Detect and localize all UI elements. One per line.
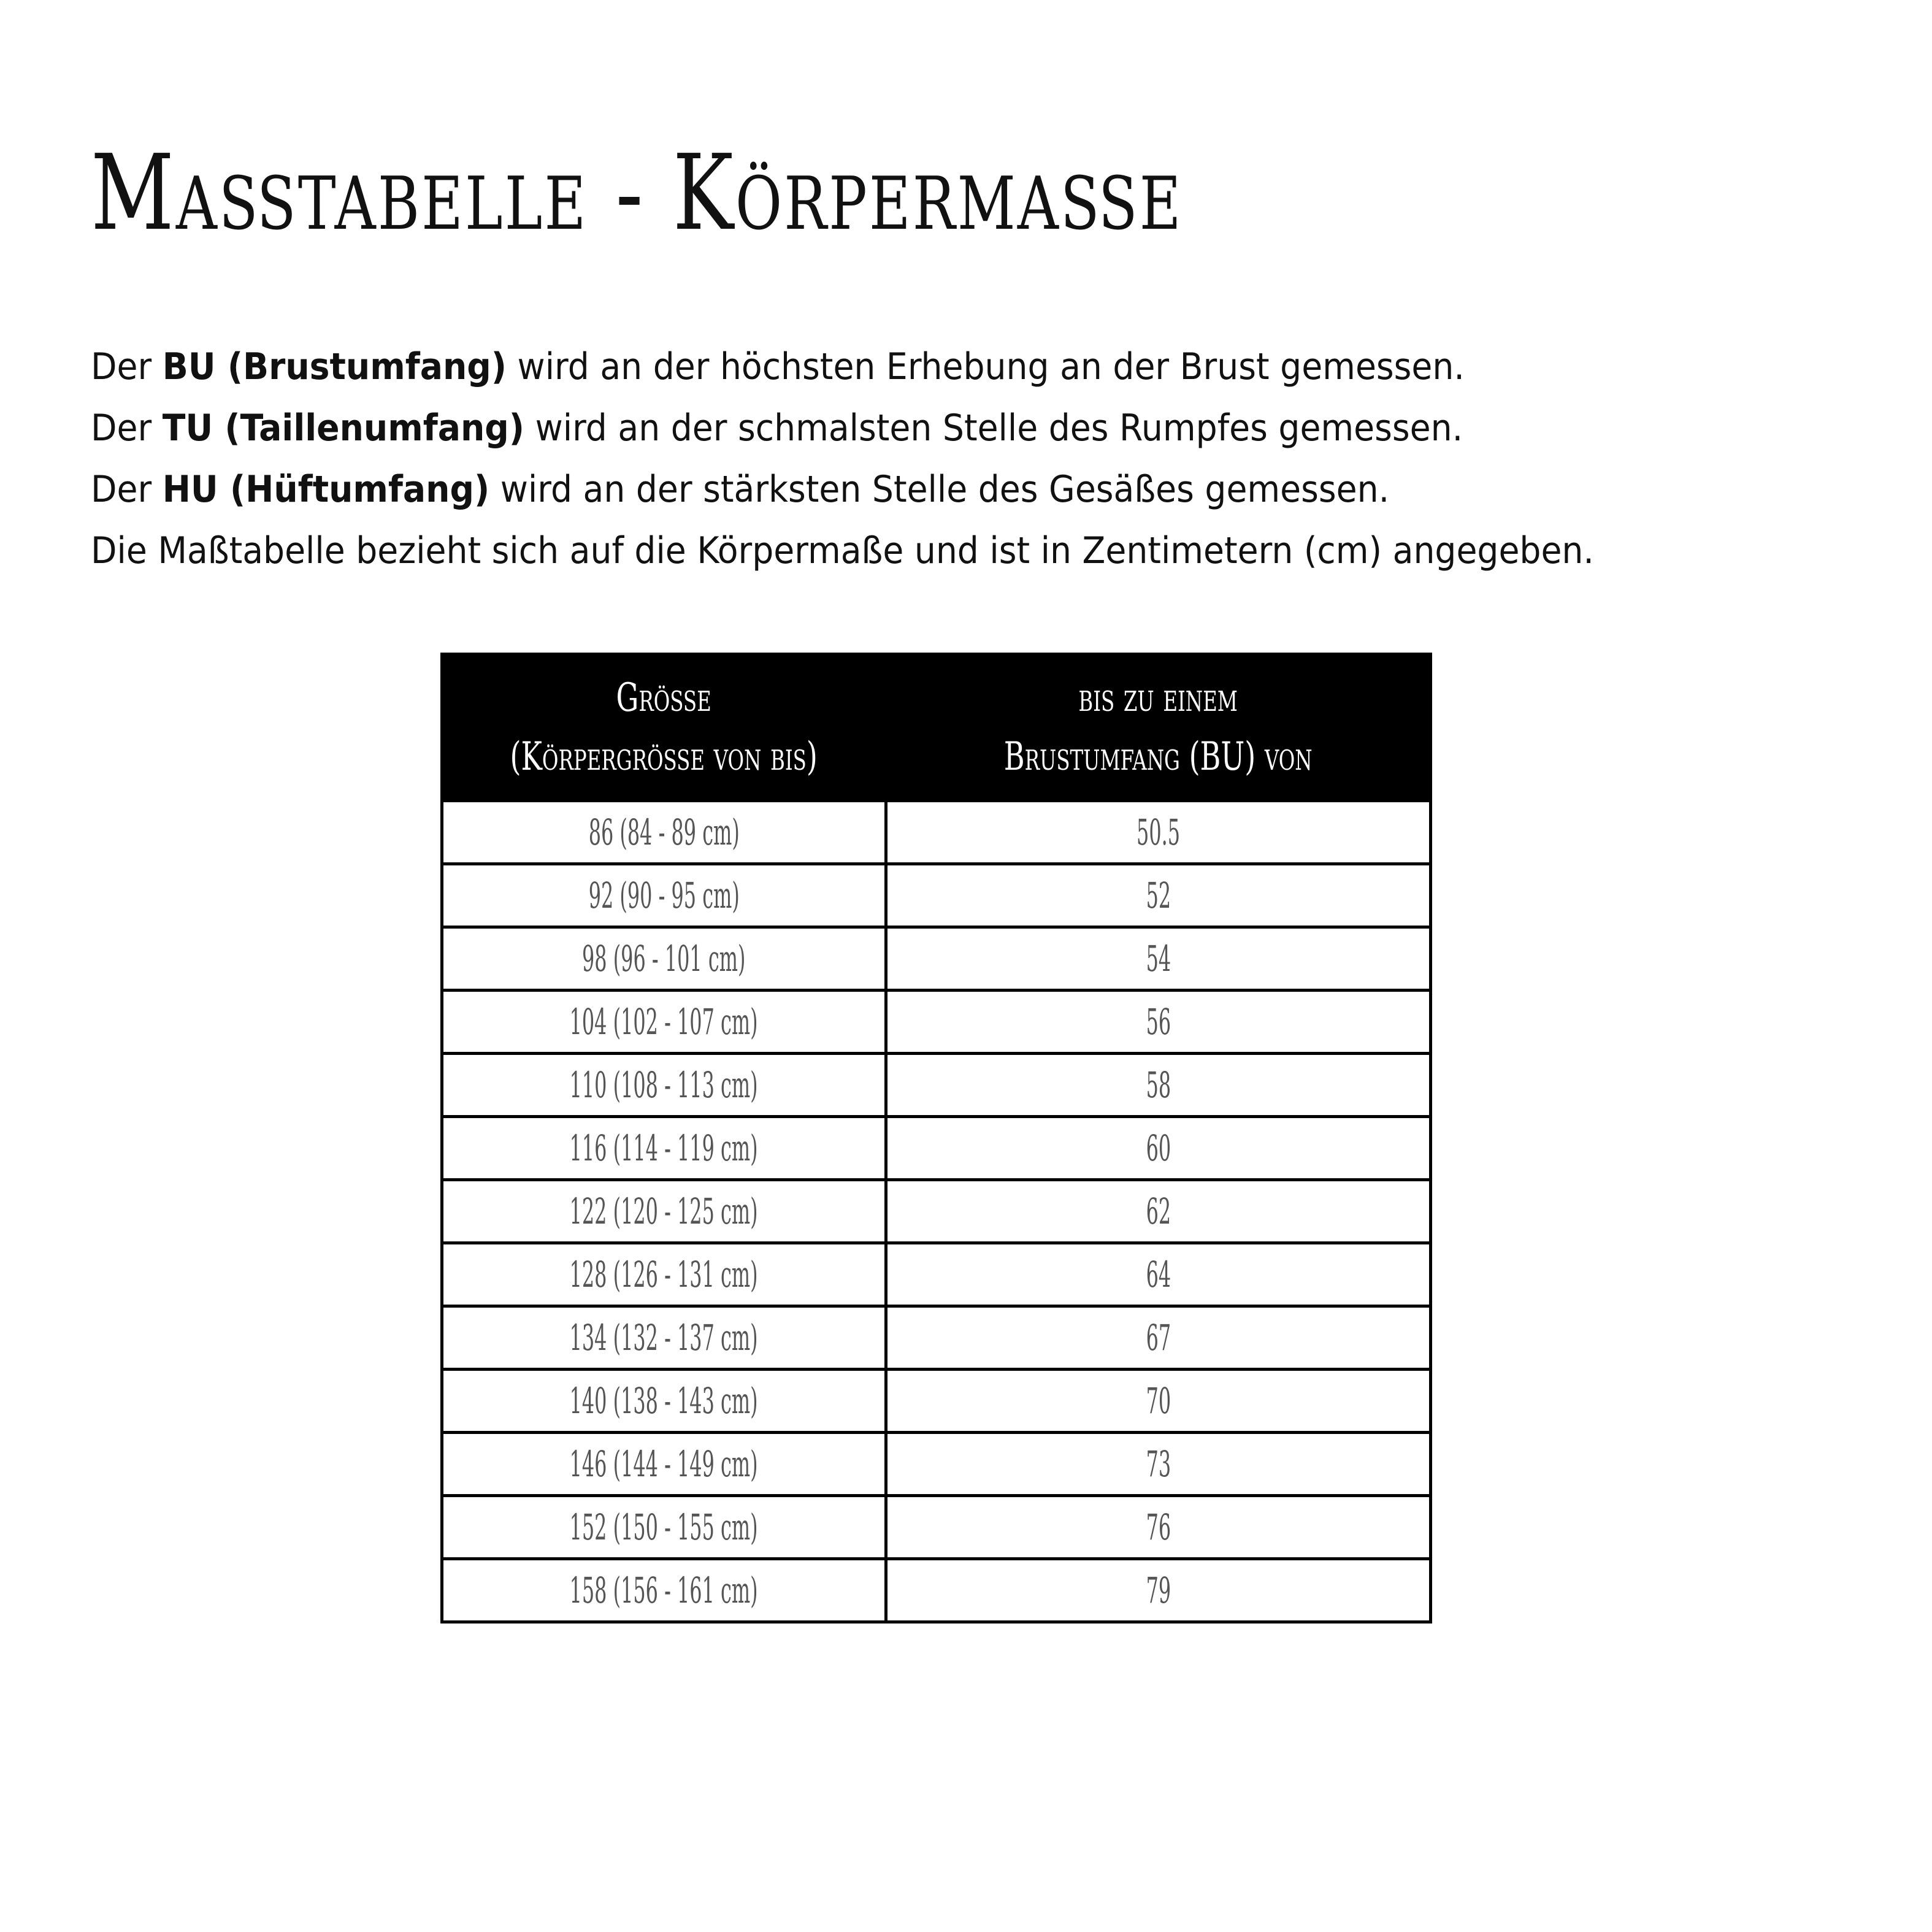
table-row	[442, 1243, 1431, 1306]
size-cell: 122 (120 - 125 cm)	[442, 1180, 886, 1243]
instruction-tu	[91, 397, 1594, 459]
bust-cell: 52	[886, 864, 1431, 927]
size-cell: 116 (114 - 119 cm)	[442, 1117, 886, 1180]
size-cell: 152 (150 - 155 cm)	[442, 1496, 886, 1559]
table-row	[442, 1370, 1431, 1433]
bust-cell: 73	[886, 1433, 1431, 1496]
size-cell: 104 (102 - 107 cm)	[442, 991, 886, 1054]
header-size-subtitle: (Körpergröße von bis)	[510, 734, 818, 780]
size-cell: 86 (84 - 89 cm)	[442, 801, 886, 864]
bust-cell: 60	[886, 1117, 1431, 1180]
bust-cell: 70	[886, 1370, 1431, 1433]
table-row	[442, 1054, 1431, 1117]
table-row	[442, 1433, 1431, 1496]
bust-cell: 50.5	[886, 801, 1431, 864]
bust-cell: 54	[886, 927, 1431, 991]
header-size	[442, 654, 886, 801]
table-row	[442, 1180, 1431, 1243]
table-row	[442, 1559, 1431, 1622]
instruction-text: Der	[91, 407, 163, 450]
instruction-text: Der	[91, 345, 163, 388]
table-row	[442, 801, 1431, 864]
size-cell: 134 (132 - 137 cm)	[442, 1306, 886, 1370]
size-cell: 128 (126 - 131 cm)	[442, 1243, 886, 1306]
table-row	[442, 864, 1431, 927]
table-row	[442, 1306, 1431, 1370]
instruction-term: HU (Hüftumfang)	[162, 468, 490, 511]
header-bust-title: bis zu einem	[1078, 675, 1238, 721]
header-size-title: Größe	[616, 675, 712, 721]
table-header-row	[442, 654, 1431, 801]
instruction-term: BU (Brustumfang)	[162, 345, 507, 388]
table-row	[442, 1117, 1431, 1180]
size-cell: 158 (156 - 161 cm)	[442, 1559, 886, 1622]
size-cell: 92 (90 - 95 cm)	[442, 864, 886, 927]
size-cell: 140 (138 - 143 cm)	[442, 1370, 886, 1433]
instruction-term: TU (Taillenumfang)	[162, 407, 525, 450]
instruction-text: Die Maßtabelle bezieht sich auf die Körpermaße und ist in Zentimetern (cm) angegeben.	[91, 529, 1594, 572]
bust-cell: 79	[886, 1559, 1431, 1622]
instruction-text: wird an der höchsten Erhebung an der Brust gemessen.	[507, 345, 1465, 388]
page-title: Maßtabelle - Körpermaße	[91, 132, 1183, 254]
instruction-bu	[91, 336, 1594, 397]
instruction-text: Der	[91, 468, 163, 511]
measurement-instructions	[91, 336, 1725, 581]
table-row	[442, 1496, 1431, 1559]
instruction-hu	[91, 459, 1594, 520]
header-bust	[886, 654, 1431, 801]
bust-cell: 62	[886, 1180, 1431, 1243]
bust-cell: 76	[886, 1496, 1431, 1559]
bust-cell: 56	[886, 991, 1431, 1054]
size-cell: 110 (108 - 113 cm)	[442, 1054, 886, 1117]
instruction-units	[91, 520, 1594, 581]
instruction-text: wird an der schmalsten Stelle des Rumpfes gemessen.	[524, 407, 1463, 450]
bust-cell: 58	[886, 1054, 1431, 1117]
instruction-text: wird an der stärksten Stelle des Gesäßes gemessen.	[489, 468, 1390, 511]
table-row	[442, 991, 1431, 1054]
table-row	[442, 927, 1431, 991]
bust-cell: 64	[886, 1243, 1431, 1306]
header-bust-subtitle: Brustumfang (BU) von	[1004, 734, 1313, 780]
bust-cell: 67	[886, 1306, 1431, 1370]
size-cell: 146 (144 - 149 cm)	[442, 1433, 886, 1496]
size-chart-table	[440, 653, 1432, 1623]
size-cell: 98 (96 - 101 cm)	[442, 927, 886, 991]
